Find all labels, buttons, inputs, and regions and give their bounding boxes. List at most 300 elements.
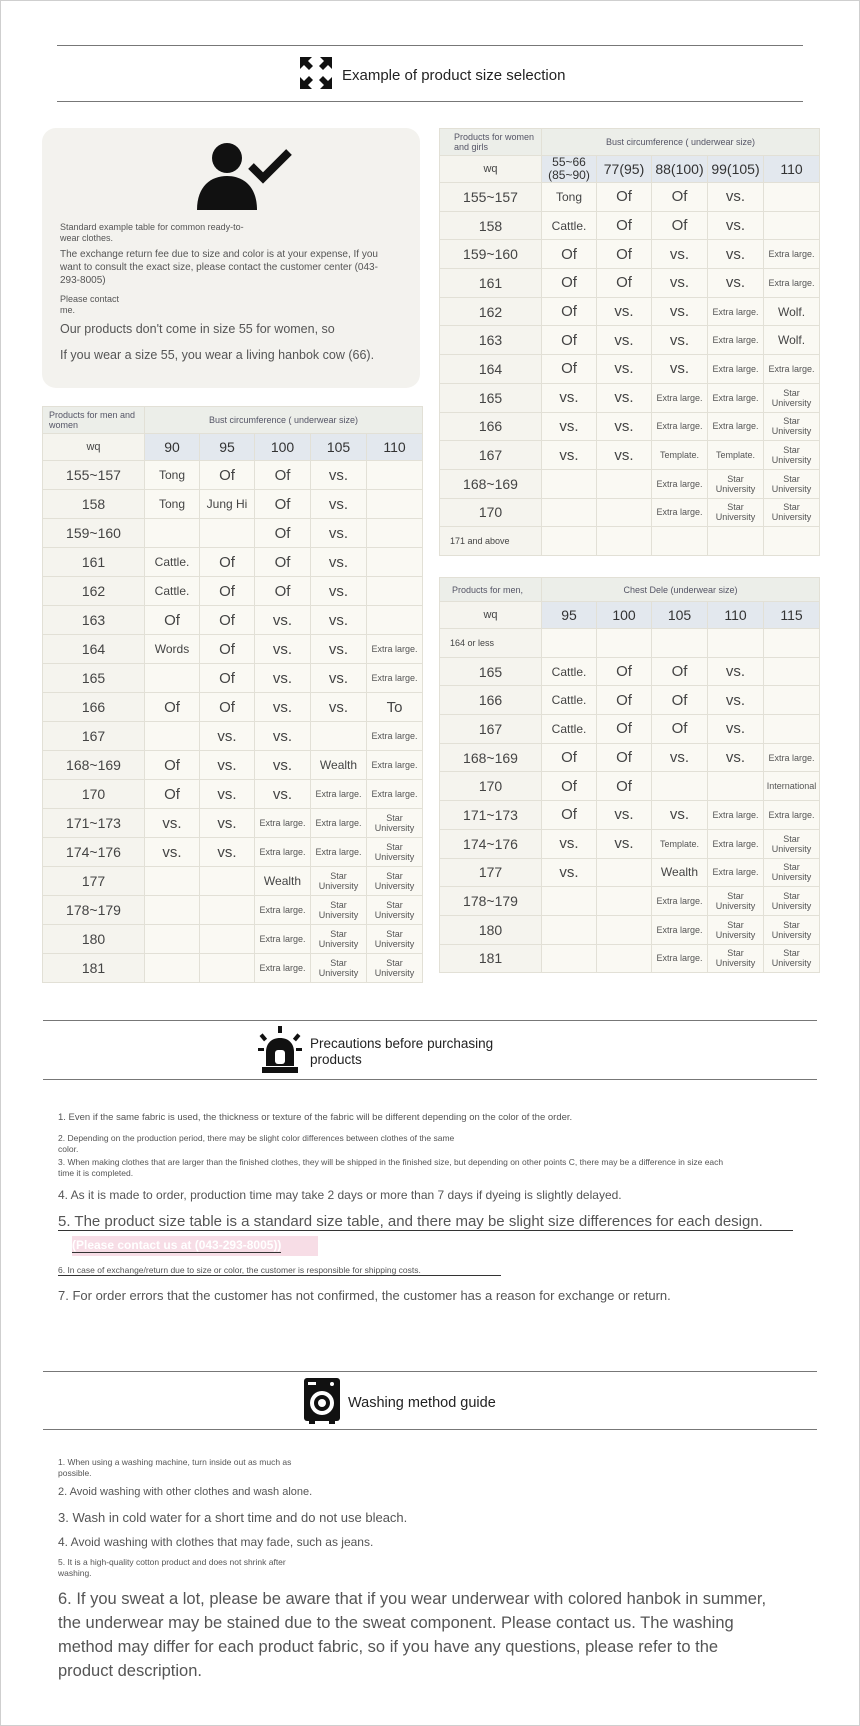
table-cell [764,629,820,658]
table-row [440,355,820,384]
table-cell [200,925,255,954]
table-cell [542,887,597,916]
table-cell: Star University [367,896,423,925]
table-cell [367,606,423,635]
table-cell: Star University [764,944,820,973]
table-cell [597,629,652,658]
row-label: 165 [43,664,145,693]
table-row [440,715,820,744]
table-cell [542,915,597,944]
list-item: 1. When using a washing machine, turn inside out as much as possible. [58,1457,292,1478]
table-row [43,490,423,519]
section-title-washing [304,1378,496,1428]
table-cell: vs. [652,355,708,384]
table-cell: Of [597,772,652,801]
table-cell [597,469,652,498]
table-cell: vs. [200,780,255,809]
table-cell: Star University [311,925,367,954]
table-cell: Extra large. [652,887,708,916]
table-cell: Extra large. [255,896,311,925]
column-header: 100 [255,434,311,461]
row-header: wq [43,434,145,461]
table-cell [597,887,652,916]
table-cell [145,519,200,548]
table-cell: Cattle. [542,657,597,686]
column-header: 95 [542,602,597,629]
table-cell: Star University [311,954,367,983]
row-label: 174~176 [43,838,145,867]
table-cell: Template. [652,829,708,858]
table-cell: Extra large. [708,829,764,858]
table-row [43,461,423,490]
table-cell: vs. [652,297,708,326]
table-header-row [43,434,423,461]
table-cell: vs. [255,751,311,780]
list-item: 3. Wash in cold water for a short time and do not use bleach. [58,1510,408,1525]
table-cell: Extra large. [367,780,423,809]
table-cell [200,867,255,896]
row-label: 166 [43,693,145,722]
table-row [440,657,820,686]
column-header: 105 [652,602,708,629]
list-item: 1. Even if the same fabric is used, the thickness or texture of the fabric will be different depending on the color of the order. [58,1112,573,1123]
table-cell [145,664,200,693]
list-item: 5. The product size table is a standard size table, and there may be slight size differences for each design. [58,1213,793,1231]
table-cell [200,954,255,983]
table-cell: Of [255,577,311,606]
row-label: 164 or less [440,629,542,658]
row-label: 163 [440,326,542,355]
table-cell: vs. [708,183,764,212]
table-cell: vs. [311,461,367,490]
table-cell: Extra large. [764,240,820,269]
table-cell: Of [652,657,708,686]
table-cell: Extra large. [255,954,311,983]
table-row [440,383,820,412]
row-label: 171 and above [440,527,542,556]
divider [57,45,803,46]
table-cell: Of [542,269,597,298]
table-cell: vs. [200,838,255,867]
section-title-size [298,55,565,95]
table-cell: Of [597,183,652,212]
row-label: 181 [440,944,542,973]
table-cell: Of [542,240,597,269]
table-cell: Of [597,269,652,298]
row-label: 177 [43,867,145,896]
row-label: 164 [440,355,542,384]
table-cell: Extra large. [708,297,764,326]
table-cell: Of [597,686,652,715]
table-cell: vs. [255,780,311,809]
table-cell: Of [542,743,597,772]
washing-machine-icon [304,1378,340,1428]
table-row [43,780,423,809]
row-label: 170 [440,772,542,801]
table-cell [764,657,820,686]
table-cell: vs. [708,240,764,269]
table-cell [708,629,764,658]
table-cell [542,498,597,527]
table-row [440,858,820,887]
divider [43,1020,817,1021]
table-caption: Products for women and girls [440,129,542,156]
row-header: wq [440,156,542,183]
size-table-men [439,577,820,973]
table-cell: Extra large. [708,412,764,441]
table-cell: vs. [255,722,311,751]
table-cell [708,772,764,801]
notice-line: Standard example table for common ready-to- wear clothes. [60,222,244,243]
table-cell: Extra large. [652,498,708,527]
table-cell: Star University [367,925,423,954]
row-label: 177 [440,858,542,887]
table-cell: vs. [708,686,764,715]
table-cell: vs. [708,211,764,240]
table-cell: Cattle. [145,577,200,606]
table-cell: Extra large. [764,269,820,298]
table-cell: Cattle. [542,686,597,715]
column-header: 115 [764,602,820,629]
table-cell: Of [597,211,652,240]
column-header: 100 [597,602,652,629]
column-header: 110 [764,156,820,183]
table-cell: Extra large. [255,809,311,838]
table-row [43,606,423,635]
table-cell: vs. [597,801,652,830]
table-cell: Of [597,657,652,686]
table-cell: Star University [708,915,764,944]
table-cell: Star University [764,829,820,858]
table-group-header: Bust circumference ( underwear size) [145,407,423,434]
table-cell [367,490,423,519]
table-cell [597,858,652,887]
row-label: 178~179 [43,896,145,925]
table-cell [597,527,652,556]
table-cell: vs. [311,577,367,606]
list-item: 2. Depending on the production period, there may be slight color differences between clothes of the same color. [58,1133,455,1154]
table-cell: Of [255,490,311,519]
table-row [440,469,820,498]
section-title-text: products [310,1052,362,1067]
table-cell: vs. [652,240,708,269]
table-cell: vs. [200,809,255,838]
row-label: 162 [43,577,145,606]
table-cell: Star University [367,867,423,896]
table-row [440,686,820,715]
table-row [440,211,820,240]
table-row [440,772,820,801]
table-cell: Of [597,240,652,269]
table-cell: Extra large. [311,838,367,867]
list-item: 4. As it is made to order, production time may take 2 days or more than 7 days if dyeing is slightly delayed. [58,1188,622,1202]
table-cell: Star University [764,915,820,944]
table-cell: vs. [145,838,200,867]
table-cell: vs. [597,412,652,441]
row-label: 161 [43,548,145,577]
notice-line: If you wear a size 55, you wear a living hanbok cow (66). [60,348,375,362]
row-label: 164 [43,635,145,664]
row-label: 180 [440,915,542,944]
table-cell: vs. [311,490,367,519]
table-cell: Of [652,686,708,715]
table-cell [597,915,652,944]
table-cell: vs. [597,383,652,412]
row-label: 168~169 [43,751,145,780]
table-cell: vs. [311,664,367,693]
table-cell: vs. [145,809,200,838]
table-cell: Star University [367,954,423,983]
table-row [43,751,423,780]
table-row [43,693,423,722]
table-row [440,743,820,772]
table-cell: International [764,772,820,801]
table-row [43,809,423,838]
size-table-men-women [42,406,423,983]
table-group-header: Chest Dele (underwear size) [542,578,820,602]
table-cell: vs. [542,412,597,441]
table-cell: Of [255,548,311,577]
divider [43,1371,817,1372]
table-row [440,240,820,269]
row-label: 180 [43,925,145,954]
row-label: 165 [440,383,542,412]
table-cell: Of [200,664,255,693]
table-cell: vs. [597,297,652,326]
table-row [43,519,423,548]
table-cell: vs. [200,722,255,751]
table-cell: Extra large. [652,915,708,944]
table-cell: Extra large. [652,383,708,412]
table-cell: vs. [597,355,652,384]
table-caption: Products for men and women [43,407,145,434]
notice-line: Please contact me. [60,294,120,315]
table-cell: vs. [597,326,652,355]
table-cell [145,722,200,751]
list-item: 6. In case of exchange/return due to size or color, the customer is responsible for shipping costs. [58,1265,501,1276]
table-cell: vs. [200,751,255,780]
table-cell: Star University [764,858,820,887]
table-cell: Tong [542,183,597,212]
column-header: 90 [145,434,200,461]
table-cell: Extra large. [367,635,423,664]
table-cell [367,519,423,548]
section-title-text: Precautions before purchasing [310,1036,494,1051]
table-cell: vs. [311,693,367,722]
table-cell [652,772,708,801]
row-label: 155~157 [43,461,145,490]
table-cell: Extra large. [764,743,820,772]
table-cell: Star University [311,867,367,896]
siren-icon [258,1026,302,1078]
column-header: 88(100) [652,156,708,183]
notice-line: Our products don't come in size 55 for women, so [60,322,335,336]
table-cell: Extra large. [708,801,764,830]
table-cell: vs. [255,635,311,664]
table-header-row [440,602,820,629]
row-label: 178~179 [440,887,542,916]
row-label: 158 [43,490,145,519]
table-cell: Extra large. [764,355,820,384]
row-label: 168~169 [440,469,542,498]
row-label: 171~173 [43,809,145,838]
table-cell: vs. [652,326,708,355]
row-label: 181 [43,954,145,983]
table-cell [597,498,652,527]
table-cell: Star University [367,838,423,867]
notice-box [42,128,420,388]
expand-arrows-icon [298,55,334,95]
table-cell [542,469,597,498]
row-label: 171~173 [440,801,542,830]
row-label: 167 [43,722,145,751]
table-cell: Of [542,297,597,326]
table-row [440,412,820,441]
table-cell: Star University [764,469,820,498]
row-header: wq [440,602,542,629]
table-row [43,867,423,896]
table-group-header: Bust circumference ( underwear size) [542,129,820,156]
table-cell: Extra large. [652,469,708,498]
table-cell [542,944,597,973]
table-row [43,635,423,664]
divider [57,101,803,102]
table-cell: Star University [311,896,367,925]
table-cell: vs. [311,606,367,635]
table-cell: Of [542,772,597,801]
table-cell: Wealth [311,751,367,780]
table-cell: Wealth [652,858,708,887]
table-cell [764,211,820,240]
table-row [440,915,820,944]
table-cell: Extra large. [367,664,423,693]
table-cell: Template. [708,441,764,470]
table-cell: Of [200,461,255,490]
table-cell: Star University [708,887,764,916]
table-row [440,527,820,556]
table-cell [764,183,820,212]
table-header-row [440,156,820,183]
table-row [43,548,423,577]
table-cell: Extra large. [367,751,423,780]
table-cell: vs. [542,858,597,887]
table-cell: Of [597,743,652,772]
table-cell: vs. [542,441,597,470]
contact-note: (Please contact us at (043-293-8005)) [72,1238,282,1252]
table-row [43,925,423,954]
divider [43,1429,817,1430]
table-cell: vs. [597,829,652,858]
column-header: 95 [200,434,255,461]
list-item: 5. It is a high-quality cotton product and does not shrink after washing. [58,1557,286,1578]
table-cell: To [367,693,423,722]
notice-line: The exchange return fee due to size and color is at your expense, If you want to consult the exact size, please contact the customer center (043- 293-8005) [60,249,378,286]
table-row [440,629,820,658]
table-cell [367,548,423,577]
table-cell: vs. [542,383,597,412]
table-cell: Star University [708,944,764,973]
table-cell: Extra large. [255,838,311,867]
table-cell: Star University [764,412,820,441]
row-label: 168~169 [440,743,542,772]
row-label: 159~160 [43,519,145,548]
table-cell: Star University [708,469,764,498]
list-item: 7. For order errors that the customer has not confirmed, the customer has a reason for exchange or return. [58,1288,671,1303]
table-row [440,326,820,355]
table-cell: Tong [145,461,200,490]
table-cell: Extra large. [652,412,708,441]
table-cell [764,527,820,556]
table-cell: vs. [542,829,597,858]
table-cell: Star University [367,809,423,838]
table-row [440,269,820,298]
row-label: 165 [440,657,542,686]
table-row [43,577,423,606]
table-cell: Template. [652,441,708,470]
table-caption: Products for men, [440,578,542,602]
row-label: 161 [440,269,542,298]
table-cell [597,944,652,973]
table-cell [542,629,597,658]
table-row [440,887,820,916]
divider [43,1079,817,1080]
table-cell: Star University [764,383,820,412]
list-item: 3. When making clothes that are larger than the finished clothes, they will be shipped in the finished size, but depending on other points C, there may be a difference in size each time it is completed. [58,1157,724,1178]
table-cell: Extra large. [367,722,423,751]
table-cell: Of [145,751,200,780]
table-cell: Of [200,548,255,577]
section-title-text: Washing method guide [348,1395,496,1411]
table-cell: vs. [652,801,708,830]
row-label: 166 [440,686,542,715]
column-header: 110 [367,434,423,461]
table-cell: vs. [708,715,764,744]
row-label: 167 [440,441,542,470]
table-cell: Jung Hi [200,490,255,519]
list-item: 6. If you sweat a lot, please be aware that if you wear underwear with colored hanbok in summer, the underwear may be stained due to the sweat component. Please contact us. The washing method may differ for each product fabric, so if you have any questions, please refer to the product description. [58,1590,767,1680]
table-row [440,801,820,830]
table-row [43,664,423,693]
table-cell [367,577,423,606]
row-label: 174~176 [440,829,542,858]
row-label: 163 [43,606,145,635]
table-cell [311,722,367,751]
table-cell [200,896,255,925]
table-cell: vs. [311,548,367,577]
row-label: 159~160 [440,240,542,269]
table-cell [764,715,820,744]
list-item: 2. Avoid washing with other clothes and wash alone. [58,1486,313,1498]
user-check-icon [197,142,293,215]
table-cell [145,925,200,954]
table-cell: Of [200,693,255,722]
table-cell: vs. [311,519,367,548]
table-cell: Of [652,183,708,212]
table-cell: Of [200,635,255,664]
table-cell [145,867,200,896]
table-cell: vs. [708,743,764,772]
table-cell: vs. [652,743,708,772]
table-cell: vs. [708,269,764,298]
table-cell: Cattle. [542,715,597,744]
table-cell: Extra large. [652,944,708,973]
table-cell: Extra large. [708,355,764,384]
table-row [440,183,820,212]
table-cell: Of [652,715,708,744]
table-cell: Extra large. [764,801,820,830]
table-cell: vs. [652,269,708,298]
table-row [440,944,820,973]
